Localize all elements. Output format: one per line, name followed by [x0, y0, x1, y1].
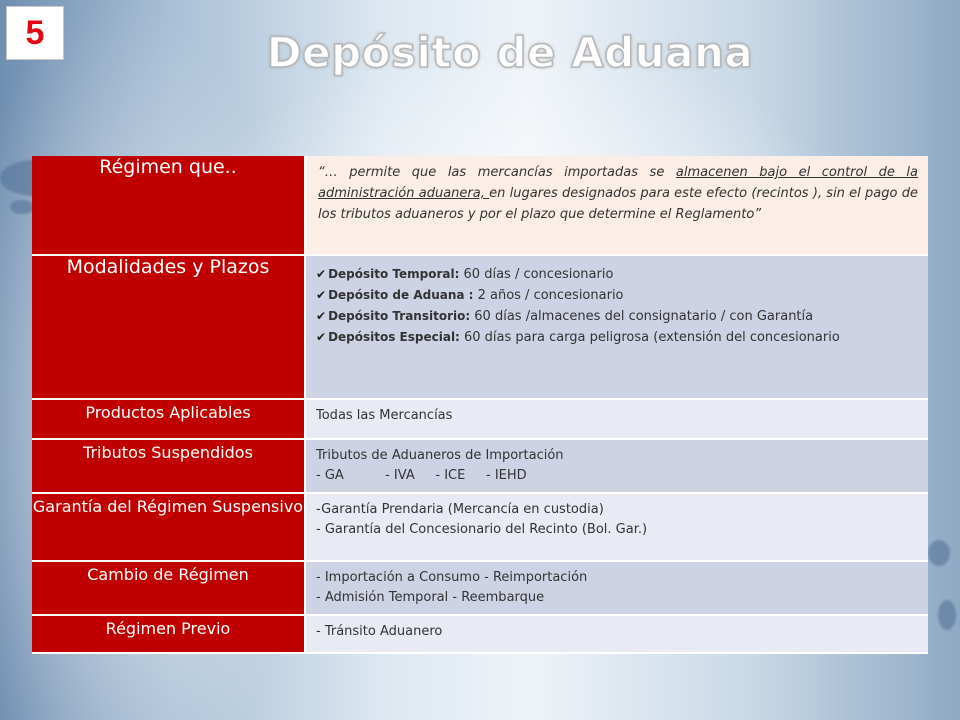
list-item: ✔ Depósito de Aduana : 2 años / concesionario	[316, 288, 624, 303]
table-row	[32, 156, 928, 255]
row-header: Tributos Suspendidos	[32, 439, 305, 493]
table-row	[32, 493, 928, 561]
row-header: Modalidades y Plazos	[32, 255, 305, 399]
page-title: Depósito de Aduana	[266, 28, 754, 77]
table-row	[32, 439, 928, 493]
checkmark-icon: ✔	[316, 330, 327, 344]
row-content: Todas las Mercancías	[305, 399, 928, 439]
regime-table	[32, 156, 928, 654]
slide-number-badge: 5	[6, 6, 64, 60]
row-content	[305, 255, 928, 399]
definition-quote: “… permite que las mercancías importadas se almacenen bajo el control de la administración aduanera, en lugares designados para este efecto (recintos ), sin el pago de los tributos aduaneros y por el plazo que determine el Reglamento”	[318, 165, 918, 222]
modalities-list	[306, 256, 928, 348]
row-content: - Tránsito Aduanero	[305, 615, 928, 653]
table-row	[32, 399, 928, 439]
table-row	[32, 615, 928, 653]
map-fragment	[928, 540, 950, 566]
table-row	[32, 255, 928, 399]
table-row	[32, 561, 928, 615]
checkmark-icon: ✔	[316, 309, 327, 323]
list-item: ✔ Depósito Transitorio: 60 días /almacenes del consignatario / con Garantía	[316, 309, 814, 324]
row-content: Tributos de Aduaneros de Importación - GA - IVA - ICE - IEHD	[305, 439, 928, 493]
row-header: Régimen que..	[32, 156, 305, 255]
list-item: ✔ Depósitos Especial: 60 días para carga peligrosa (extensión del concesionario	[316, 330, 840, 345]
row-content	[305, 156, 928, 255]
row-header: Régimen Previo	[32, 615, 305, 653]
underlined-text: almacenen bajo el control de la administración aduanera,	[318, 165, 918, 201]
map-fragment	[938, 600, 956, 630]
checkmark-icon: ✔	[316, 267, 327, 281]
row-header: Cambio de Régimen	[32, 561, 305, 615]
checkmark-icon: ✔	[316, 288, 327, 302]
list-item: ✔ Depósito Temporal: 60 días / concesionario	[316, 267, 614, 282]
row-content: - Importación a Consumo - Reimportación - Admisión Temporal - Reembarque	[305, 561, 928, 615]
row-header: Productos Aplicables	[32, 399, 305, 439]
row-content: -Garantía Prendaria (Mercancía en custodia) - Garantía del Concesionario del Recinto (Bol. Gar.)	[305, 493, 928, 561]
row-header: Garantía del Régimen Suspensivo	[32, 493, 305, 561]
map-fragment	[10, 200, 34, 214]
